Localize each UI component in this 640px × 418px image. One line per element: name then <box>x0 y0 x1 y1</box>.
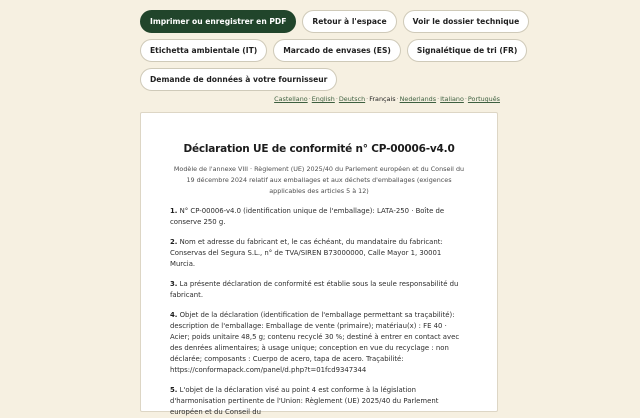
back-to-space-button[interactable]: Retour à l'espace <box>302 10 396 33</box>
request-supplier-data-button[interactable]: Demande de données à votre fournisseur <box>140 68 337 91</box>
lang-link-italiano[interactable]: Italiano <box>440 95 464 103</box>
item-number: 1. <box>170 207 178 215</box>
declaration-item <box>170 385 468 418</box>
lang-link-castellano[interactable]: Castellano <box>274 95 308 103</box>
item-number: 4. <box>170 311 178 319</box>
declaration-item <box>170 206 468 228</box>
toolbar-row-2 <box>140 39 518 62</box>
lang-current-francais: Français <box>369 95 396 103</box>
lang-link-nederlands[interactable]: Nederlands <box>399 95 437 103</box>
item-number: 5. <box>170 386 178 394</box>
declaration-document <box>140 112 498 416</box>
declaration-subtitle: Modèle de l'annexe VIII · Règlement (UE) 2025/40 du Parlement européen et du Conseil du 19 décembre 2024 relatif aux emballages et aux déchets d'emballages (exigences applicables des articles 5 à 12) <box>173 165 465 195</box>
toolbar-row-1 <box>140 10 520 33</box>
print-pdf-button[interactable]: Imprimer ou enregistrer en PDF <box>140 10 296 33</box>
declaration-item <box>170 279 468 301</box>
environmental-label-it-button[interactable]: Etichetta ambientale (IT) <box>140 39 267 62</box>
lang-separator: · <box>464 95 467 103</box>
view-technical-file-button[interactable]: Voir le dossier technique <box>403 10 530 33</box>
item-text: N° CP-00006-v4.0 (identification unique de l'emballage): LATA-250 · Boîte de conserve 250 g. <box>170 207 445 226</box>
toolbar-row-3 <box>140 68 500 91</box>
item-text: Objet de la déclaration (identification de l'emballage permettant sa traçabilité): description de l'emballage: Emballage de vente (primaire); matériau(x) : FE 40 · Acier; poids unitaire 48,5 g; contenu recyclé 30 %; destiné à entrer en contact avec des denrées alimentaires; à usage unique; conception en vue du recyclage : non déclarée; composants : Cuerpo de acero, tapa de acero. Traçabilité: https://conformapack.com/panel/d.php?t=01fcd9347344 <box>170 311 460 374</box>
lang-separator: · <box>335 95 338 103</box>
item-text: La présente déclaration de conformité est établie sous la seule responsabilité du fabricant. <box>170 280 459 299</box>
item-number: 2. <box>170 238 178 246</box>
declaration-item <box>170 310 468 376</box>
item-text: L'objet de la déclaration visé au point 4 est conforme à la législation d'harmonisation pertinente de l'Union: Règlement (UE) 2025/40 du Parlement européen et du Conseil du <box>170 386 439 416</box>
lang-link-portugues[interactable]: Português <box>467 95 500 103</box>
lang-link-deutsch[interactable]: Deutsch <box>338 95 366 103</box>
item-text: Nom et adresse du fabricant et, le cas échéant, du mandataire du fabricant: Conservas del Segura S.L., n° de TVA/SIREN B73000000, Calle Mayor 1, 30001 Murcia. <box>170 238 443 268</box>
action-toolbar <box>140 10 520 97</box>
lang-separator: · <box>366 95 369 103</box>
lang-link-english[interactable]: English <box>311 95 335 103</box>
language-switcher <box>274 95 500 103</box>
declaration-title: Déclaration UE de conformité n° CP-00006-v4.0 <box>183 143 455 155</box>
lang-separator: · <box>308 95 311 103</box>
lang-separator: · <box>437 95 440 103</box>
item-number: 3. <box>170 280 178 288</box>
sorting-signage-fr-button[interactable]: Signalétique de tri (FR) <box>407 39 528 62</box>
packaging-marking-es-button[interactable]: Marcado de envases (ES) <box>273 39 401 62</box>
lang-separator: · <box>396 95 399 103</box>
declaration-item <box>170 237 468 270</box>
